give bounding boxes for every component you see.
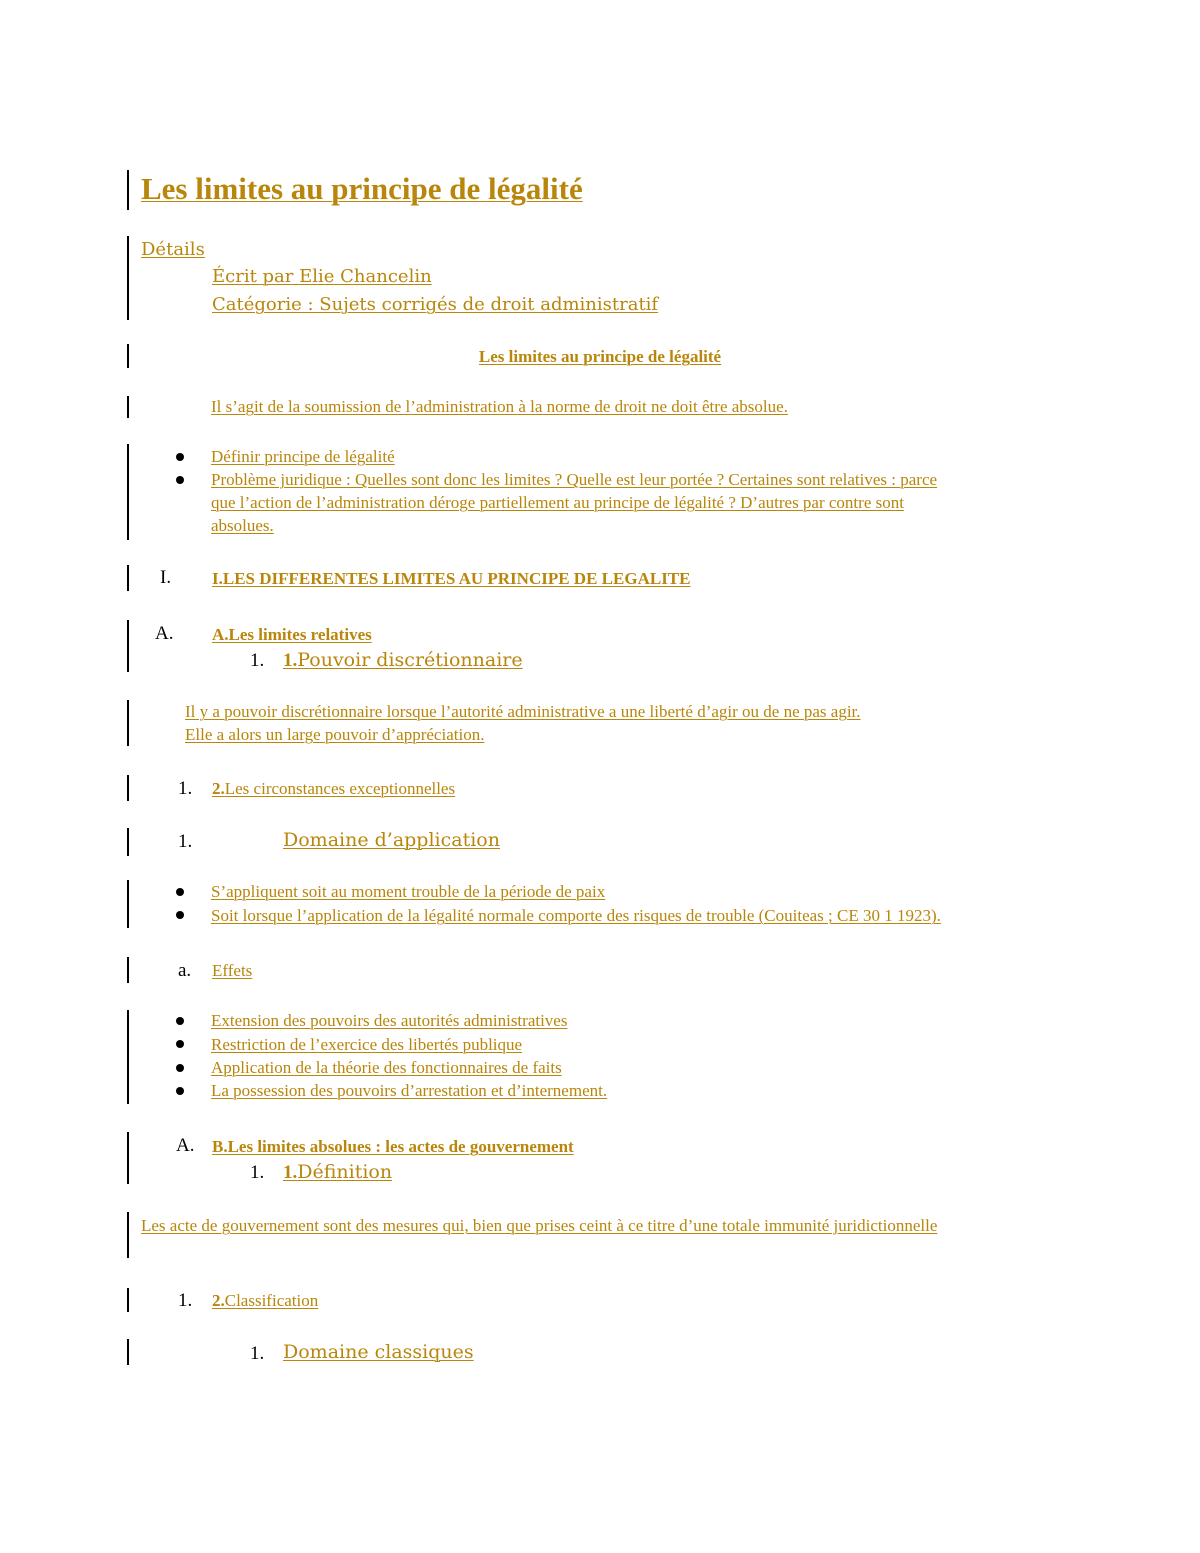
subsection-heading	[212, 779, 455, 799]
section-marker: A.	[176, 1135, 195, 1156]
subsection-heading	[283, 1161, 392, 1184]
section-marker: A.	[155, 623, 174, 644]
category-link[interactable]: Catégorie : Sujets corrigés de droit administratif	[212, 294, 659, 315]
change-bar	[127, 444, 129, 540]
section-heading: A.Les limites relatives	[212, 625, 372, 644]
bullet-marker	[176, 1064, 184, 1072]
change-bar	[127, 880, 129, 928]
change-bar	[127, 1010, 129, 1104]
paragraph-line: Elle a alors un large pouvoir d’appréciation.	[185, 725, 485, 744]
change-bar	[127, 775, 129, 801]
list-marker: 1.	[250, 650, 265, 671]
list-item: Soit lorsque l’application de la légalité normale comporte des risques de trouble (Couiteas ; CE 30 1 1923).	[211, 906, 941, 925]
subsection-prefix: 2.	[212, 1291, 225, 1310]
list-item: Application de la théorie des fonctionnaires de faits	[211, 1058, 562, 1077]
change-bar	[127, 828, 129, 856]
bullet-marker	[176, 1017, 184, 1025]
list-marker: 1.	[178, 1290, 193, 1311]
change-bar	[127, 1339, 129, 1365]
change-bar	[127, 1288, 129, 1312]
bullet-marker	[176, 1040, 184, 1048]
paragraph-line: Il y a pouvoir discrétionnaire lorsque l’autorité administrative a une liberté d’agir ou de ne pas agir.	[185, 702, 861, 721]
subsection-heading: Effets	[212, 961, 253, 980]
subtitle: Les limites au principe de légalité	[478, 347, 722, 366]
list-marker: 1.	[250, 1162, 265, 1183]
change-bar	[127, 565, 129, 591]
change-bar	[127, 957, 129, 983]
page-title: Les limites au principe de légalité	[141, 171, 583, 206]
definition-paragraph: Les acte de gouvernement sont des mesures qui, bien que prises ceint à ce titre d’une totale immunité juridictionnelle	[141, 1216, 938, 1235]
change-bar	[127, 236, 129, 320]
change-bar	[127, 620, 129, 672]
change-bar	[127, 700, 129, 746]
list-item-continuation: que l’action de l’administration déroge partiellement au principe de légalité ? D’autres par contre sont	[211, 493, 904, 512]
subsection-label: Classification	[224, 1291, 319, 1310]
bullet-marker	[176, 1087, 184, 1095]
section-marker: I.	[160, 567, 172, 588]
change-bar	[127, 170, 129, 210]
list-marker: 1.	[250, 1343, 265, 1364]
bullet-marker	[176, 453, 184, 461]
subsection-label: Pouvoir discrétionnaire	[297, 649, 523, 671]
list-item: Extension des pouvoirs des autorités administratives	[211, 1011, 568, 1030]
subsection-label: Les circonstances exceptionnelles	[224, 779, 456, 798]
subsection-heading: Domaine d’application	[283, 829, 500, 851]
list-item-continuation: absolues.	[211, 516, 274, 535]
change-bar	[127, 1212, 129, 1258]
subsection-prefix: 1.	[283, 1162, 298, 1183]
section-heading: B.Les limites absolues : les actes de gouvernement	[212, 1137, 574, 1156]
details-label[interactable]: Détails	[141, 239, 205, 260]
bullet-marker	[176, 911, 184, 919]
bullet-marker	[176, 476, 184, 484]
list-marker: 1.	[178, 778, 193, 799]
change-bar	[127, 396, 129, 418]
author-link[interactable]: Écrit par Elie Chancelin	[212, 266, 432, 287]
list-item: La possession des pouvoirs d’arrestation et d’internement.	[211, 1081, 608, 1100]
list-item: Problème juridique : Quelles sont donc les limites ? Quelle est leur portée ? Certaines sont relatives : parce	[211, 470, 938, 489]
subsection-heading: Domaine classiques	[283, 1341, 474, 1363]
bullet-marker	[176, 888, 184, 896]
list-item: Restriction de l’exercice des libertés publique	[211, 1035, 523, 1054]
list-marker: 1.	[178, 831, 193, 852]
subsection-prefix: 2.	[212, 779, 225, 798]
list-item: S’appliquent soit au moment trouble de la période de paix	[211, 882, 606, 901]
change-bar	[127, 1132, 129, 1184]
subsection-label: Définition	[297, 1161, 393, 1183]
list-item: Définir principe de légalité	[211, 447, 395, 466]
subsection-heading	[212, 1291, 318, 1311]
subsection-prefix: 1.	[283, 650, 298, 671]
list-marker: a.	[178, 960, 192, 981]
subsection-heading	[283, 649, 523, 672]
section-heading: I.LES DIFFERENTES LIMITES AU PRINCIPE DE LEGALITE	[212, 569, 691, 588]
intro-text: Il s’agit de la soumission de l’administration à la norme de droit ne doit être absolue.	[211, 397, 788, 416]
